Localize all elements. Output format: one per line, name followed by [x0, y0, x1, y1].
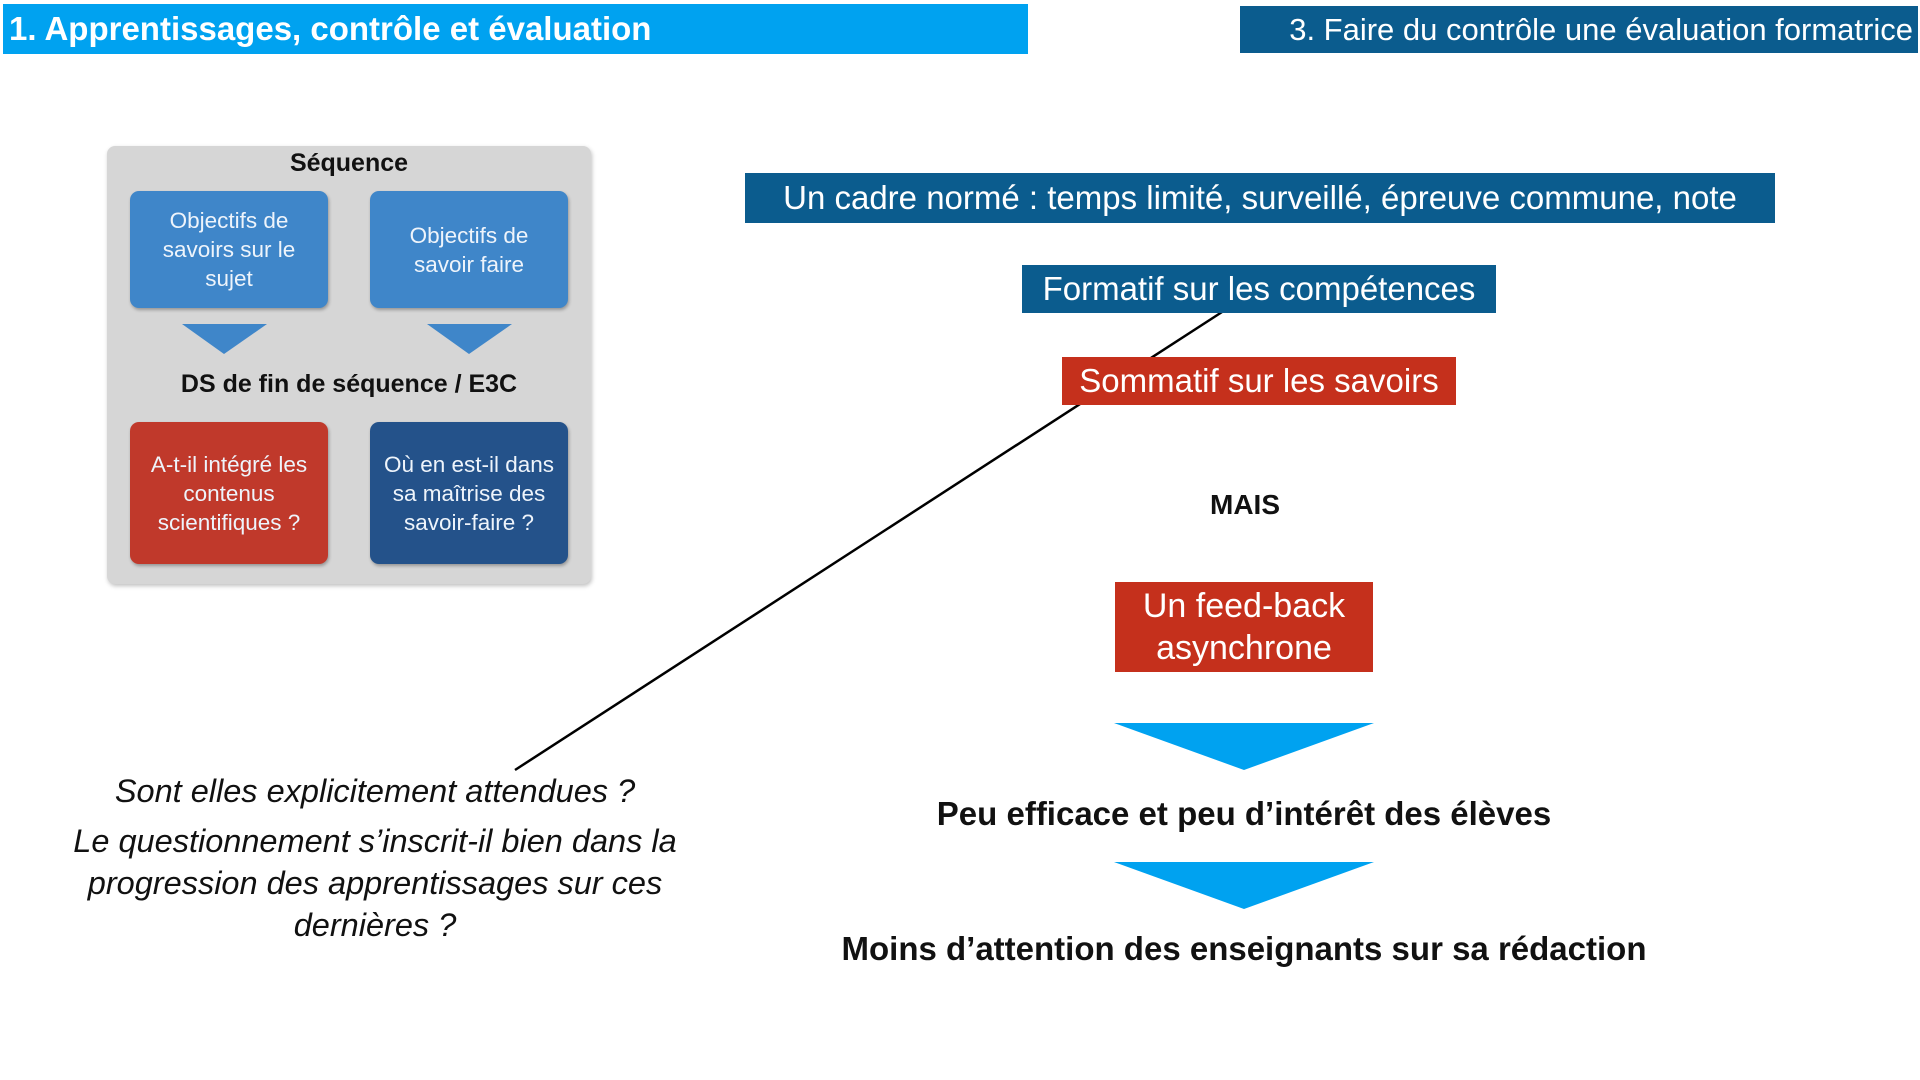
down-arrow-feedback: [1114, 723, 1374, 770]
content-integration-label: A-t-il intégré les contenus scientifiques ?: [150, 451, 308, 535]
conclusion-students: Peu efficace et peu d’intérêt des élèves: [936, 795, 1552, 832]
summative-bar: Sommatif sur les savoirs: [1062, 357, 1456, 405]
but-label: MAIS: [1210, 489, 1280, 520]
objectives-skills-label: Objectifs de savoir faire: [409, 222, 529, 277]
down-arrow-conclusion: [1114, 862, 1374, 909]
objectives-knowledge-label: Objectifs de savoirs sur le sujet: [162, 208, 296, 291]
question-explicit: Sont elles explicitement attendues ?: [114, 773, 636, 809]
end-of-sequence-label: DS de fin de séquence / E3C: [180, 370, 518, 398]
sequence-title: Séquence: [289, 149, 409, 177]
section-title-right: 3. Faire du contrôle une évaluation formatrice: [1240, 6, 1918, 53]
conclusion-teachers: Moins d’attention des enseignants sur sa rédaction: [841, 930, 1647, 967]
formative-bar: Formatif sur les compétences: [1022, 265, 1496, 313]
normed-frame-bar: Un cadre normé : temps limité, surveillé, épreuve commune, note: [745, 173, 1775, 223]
question-progression: Le questionnement s’inscrit-il bien dans la progression des apprentissages sur ces dernières ?: [73, 823, 677, 943]
section-title-left: 1. Apprentissages, contrôle et évaluation: [3, 4, 1028, 54]
skills-mastery-label: Où en est-il dans sa maîtrise des savoir-faire ?: [383, 451, 555, 535]
feedback-label: Un feed-back asynchrone: [1142, 587, 1346, 667]
